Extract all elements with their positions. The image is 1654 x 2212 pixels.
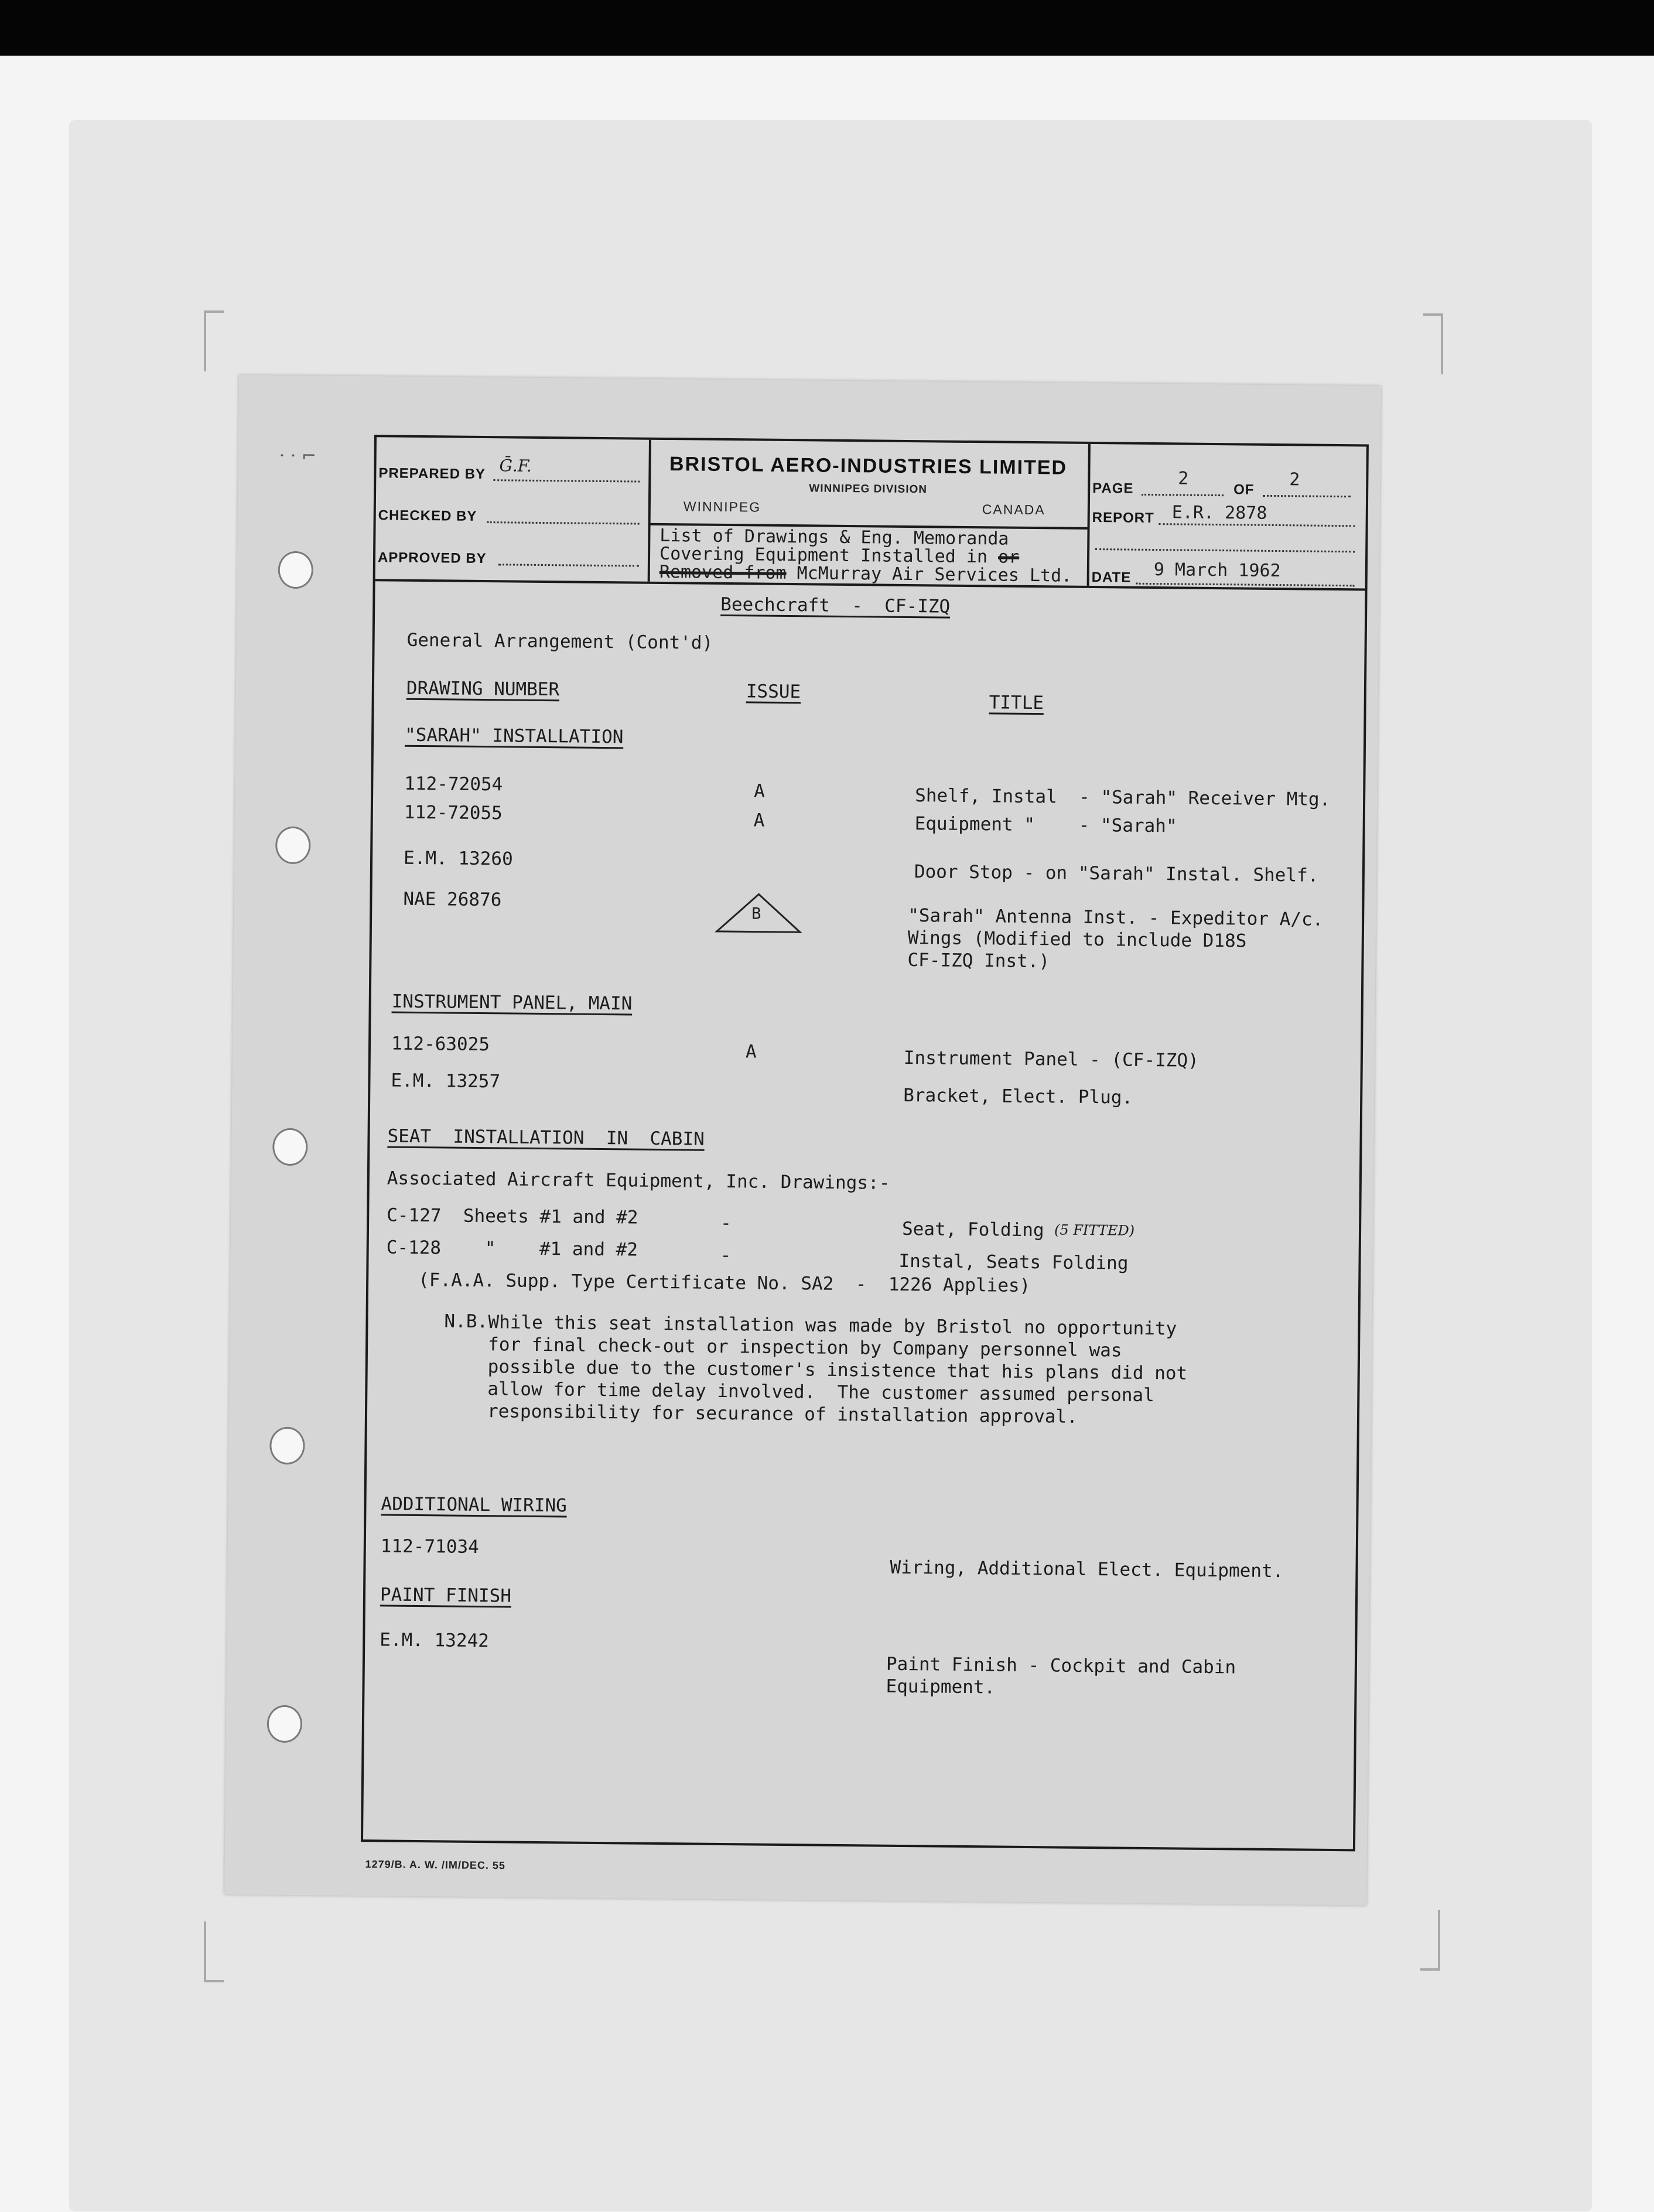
page-value: 2 — [1178, 468, 1189, 489]
subject-line-2: Covering Equipment Installed in — [659, 543, 988, 568]
instrument-panel-heading: INSTRUMENT PANEL, MAIN — [391, 991, 633, 1015]
subject-text — [659, 527, 1072, 585]
crop-mark-bottom-left — [204, 1921, 224, 1982]
prepared-by-initials: Ḡ.F. — [499, 456, 532, 476]
column-title: TITLE — [989, 692, 1044, 714]
drawing-number: E.M. 13242 — [380, 1629, 490, 1652]
drawing-number: E.M. 13260 — [403, 847, 513, 870]
row-dash: - — [720, 1212, 732, 1234]
signoff-block — [375, 437, 651, 581]
drawing-number: NAE 26876 — [403, 888, 502, 911]
company-block — [648, 440, 1091, 586]
city-left: WINNIPEG — [683, 499, 761, 515]
crop-mark-top-left — [204, 310, 224, 371]
drawing-title-continued: Wings (Modified to include D18S — [907, 927, 1247, 952]
drawing-title: Seat, Folding — [901, 1218, 1044, 1241]
approved-by-label: APPROVED BY — [377, 549, 487, 567]
subject-line-3: McMurray Air Services Ltd. — [786, 562, 1072, 586]
drawing-title: Instrument Panel - (CF-IZQ) — [903, 1047, 1199, 1071]
page-label: PAGE — [1092, 480, 1134, 497]
reference-block — [1089, 444, 1366, 589]
nb-line: for final check-out or inspection by Company personnel was — [487, 1334, 1122, 1361]
division-name: WINNIPEG DIVISION — [809, 482, 928, 496]
drawing-issue: A — [754, 780, 766, 802]
drawing-title: Wiring, Additional Elect. Equipment. — [890, 1556, 1284, 1582]
row-dash: - — [720, 1244, 732, 1267]
nb-line: possible due to the customer's insistence that his plans did not — [487, 1356, 1188, 1384]
drawing-number: E.M. 13257 — [391, 1070, 501, 1093]
drawing-number: 112-72055 — [404, 801, 503, 824]
subject-struck-removed: Removed from — [659, 561, 787, 583]
aircraft-title: Beechcraft - CF-IZQ — [720, 593, 951, 617]
form-header — [375, 437, 1366, 590]
report-form — [361, 435, 1369, 1851]
approved-by-line — [498, 564, 639, 566]
nb-line: responsibility for securance of installation approval. — [487, 1401, 1078, 1428]
drawing-title: Paint Finish - Cockpit and Cabin — [886, 1653, 1236, 1678]
prepared-by-line — [493, 479, 640, 482]
city-right: CANADA — [982, 501, 1045, 518]
of-label: OF — [1233, 482, 1255, 498]
seat-installation-heading: SEAT INSTALLATION IN CABIN — [387, 1125, 705, 1150]
page-line — [1142, 494, 1224, 496]
subject-line-1: List of Drawings & Eng. Memoranda — [659, 525, 1009, 549]
drawing-number: 112-72054 — [404, 773, 503, 796]
drawing-title: Instal, Seats Folding — [898, 1250, 1129, 1274]
drawing-title-continued: CF-IZQ Inst.) — [907, 950, 1050, 972]
paint-finish-heading: PAINT FINISH — [380, 1584, 512, 1607]
nb-line: allow for time delay involved. The customer assumed personal — [487, 1378, 1155, 1407]
checked-by-label: CHECKED BY — [378, 507, 477, 524]
drawing-issue: A — [753, 810, 765, 831]
checked-by-line — [487, 521, 640, 524]
sarah-heading: "SARAH" INSTALLATION — [404, 724, 624, 748]
date-label: DATE — [1091, 569, 1132, 586]
nb-paragraph — [487, 1311, 1188, 1429]
report-value: E.R. 2878 — [1171, 502, 1267, 524]
blank-line — [1095, 548, 1355, 552]
date-line — [1136, 583, 1355, 587]
seat-subheading: Associated Aircraft Equipment, Inc. Drawings:- — [387, 1168, 890, 1194]
drawing-number: C-128 " #1 and #2 — [386, 1237, 638, 1261]
punch-hole — [272, 1128, 308, 1166]
drawing-number: C-127 Sheets #1 and #2 — [387, 1204, 638, 1228]
faa-certificate-line: (F.A.A. Supp. Type Certificate No. SA2 - 1226 Applies) — [418, 1269, 1031, 1297]
report-label: REPORT — [1092, 509, 1154, 527]
document-page — [224, 375, 1381, 1906]
of-line — [1263, 495, 1351, 497]
prepared-by-label: PREPARED BY — [378, 465, 486, 483]
drawing-title: Shelf, Instal - "Sarah" Receiver Mtg. — [914, 785, 1331, 810]
column-drawing-number: DRAWING NUMBER — [406, 677, 560, 701]
drawing-number: 112-63025 — [391, 1033, 490, 1056]
report-line — [1159, 523, 1355, 527]
of-value: 2 — [1289, 469, 1300, 490]
date-value: 9 March 1962 — [1153, 559, 1281, 582]
crop-mark-bottom-right — [1420, 1910, 1440, 1971]
page-speck: · · ⌐ — [279, 445, 317, 467]
nb-line: While this seat installation was made by Bristol no opportunity — [488, 1312, 1177, 1340]
drawing-title: Door Stop - on "Sarah" Instal. Shelf. — [914, 861, 1319, 886]
punch-hole — [275, 827, 311, 865]
column-issue: ISSUE — [746, 681, 801, 703]
punch-hole — [278, 551, 314, 589]
drawing-title-continued: Equipment. — [886, 1675, 996, 1698]
crop-mark-top-right — [1423, 313, 1443, 374]
section-title: General Arrangement (Cont'd) — [406, 629, 713, 654]
punch-hole — [269, 1427, 305, 1465]
handwritten-note: (5 FITTED) — [1054, 1221, 1135, 1239]
drawing-issue: B — [751, 904, 761, 923]
form-code: 1279/B. A. W. /IM/DEC. 55 — [365, 1858, 506, 1872]
nb-label: N.B. — [444, 1310, 488, 1333]
drawing-number: 112-71034 — [380, 1535, 479, 1558]
drawing-title: Bracket, Elect. Plug. — [903, 1084, 1133, 1108]
drawing-title: Equipment " - "Sarah" — [914, 813, 1177, 837]
punch-hole — [267, 1705, 303, 1743]
drawing-issue: A — [745, 1041, 757, 1063]
subject-struck-or: or — [997, 547, 1020, 568]
company-name: BRISTOL AERO-INDUSTRIES LIMITED — [669, 453, 1068, 479]
drawing-title: "Sarah" Antenna Inst. - Expeditor A/c. — [908, 905, 1324, 930]
additional-wiring-heading: ADDITIONAL WIRING — [381, 1493, 567, 1517]
